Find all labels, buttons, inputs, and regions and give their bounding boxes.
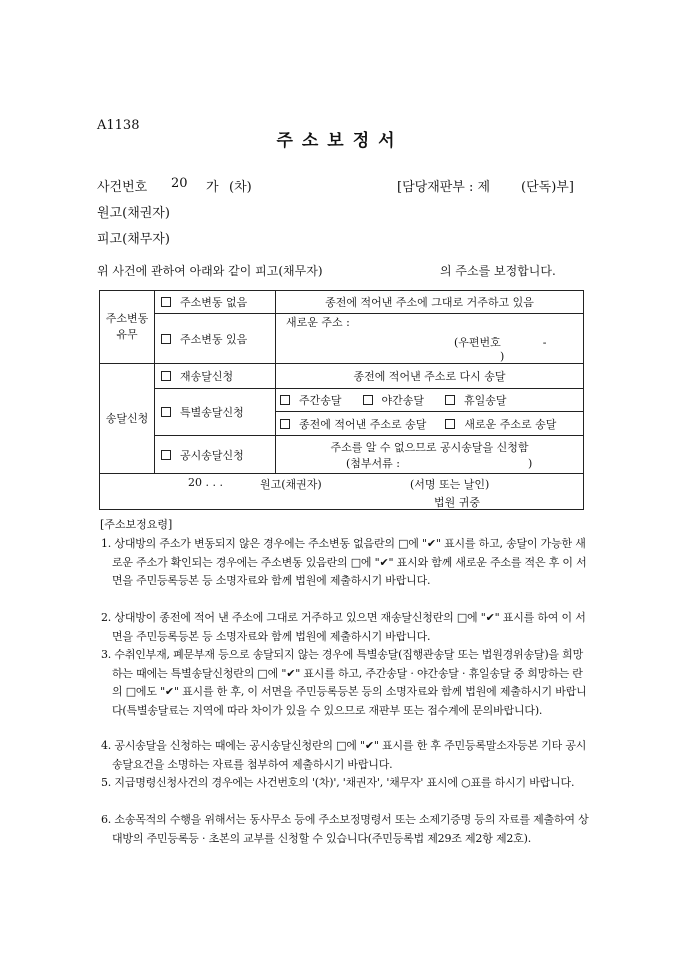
special-address-options[interactable]: 종전에 적어낸 주소로 송달 새로운 주소로 송달: [276, 412, 584, 436]
note-item: 6. 소송목적의 수행을 위해서는 동사무소 등에 주소보정명령서 또는 소제기증명 등의 자료를 제출하여 상대방의 주민등록등 · 초본의 교부를 신청할 수 있습니다(주민등록법 제29조 제2항 제2호).: [101, 813, 589, 845]
checkbox[interactable]: [280, 395, 290, 405]
special-delivery-option[interactable]: 특별송달신청: [155, 389, 276, 436]
no-change-description: 종전에 적어낸 주소에 그대로 거주하고 있음: [276, 291, 584, 314]
resend-option[interactable]: 재송달신청: [155, 364, 276, 389]
notes-title: [주소보정요령]: [100, 518, 173, 531]
new-address-label: 새로운 주소 :: [286, 316, 350, 329]
plaintiff-label: 원고(채권자): [97, 206, 170, 221]
note-item: 4. 공시송달을 신청하는 때에는 공시송달신청란의 □에 "✔" 표시를 한 후 주민등록말소자등본 기타 공시송달요건을 소명하는 자료를 첨부하여 제출하시기 바랍니다.: [101, 739, 587, 771]
sign-note: (서명 또는 날인): [410, 477, 490, 491]
checkbox[interactable]: [363, 395, 373, 405]
note-item: 5. 지급명령신청사건의 경우에는 사건번호의 '(차)', '채권자', '채무자' 표시에 ○표를 하시기 바랍니다.: [101, 776, 575, 789]
checkbox[interactable]: [161, 371, 171, 381]
checkbox[interactable]: [161, 297, 171, 307]
public-notice-option[interactable]: 공시송달신청: [155, 436, 276, 474]
case-number-label: 사건번호: [97, 180, 148, 195]
address-correction-table: [99, 290, 584, 510]
checkbox[interactable]: [161, 334, 171, 344]
change-option[interactable]: 주소변동 있음: [155, 314, 276, 364]
postal-code-field[interactable]: (우편번호 -): [454, 336, 547, 363]
note-item: 2. 상대방이 종전에 적어 낸 주소에 그대로 거주하고 있으면 재송달신청란의 □에 "✔" 표시를 하여 이 서면을 주민등록등본 등 소명자료와 함께 법원에 제출하시기 바랍니다.: [101, 611, 586, 643]
no-change-option[interactable]: 주소변동 없음: [155, 291, 276, 314]
new-address-cell[interactable]: [276, 314, 584, 364]
signature-row: [100, 474, 584, 510]
delivery-header: 송달신청: [100, 364, 155, 474]
page-title: 주소보정서: [276, 131, 404, 151]
defendant-label: 피고(채무자): [97, 232, 170, 247]
checkbox[interactable]: [161, 450, 171, 460]
public-notice-description[interactable]: 주소를 알 수 없으므로 공시송달을 신청함 (첨부서류 : ): [276, 436, 584, 474]
form-code: A1138: [97, 118, 140, 133]
statement-text: 위 사건에 관하여 아래와 같이 피고(채무자): [97, 264, 323, 278]
court-department: [담당재판부 : 제: [397, 180, 491, 195]
case-type: 가: [206, 180, 219, 195]
case-type-cha: (차): [229, 180, 252, 195]
note-item: 3. 수취인부재, 폐문부재 등으로 송달되지 않는 경우에 특별송달(집행관송달 또는 법원경위송달)을 희망하는 때에는 특별송달신청란의 □에 "✔" 표시를 하고, 주간송달 · 야간송달 · 휴일송달 중 희망하는 란의 □에도 "✔" 표시를 한 후, 이 서면을 주민등록등본 등의 소명자료와 함께 법원에 제출하시기 바랍니다(특별송달료는 지역에 따라 차이가 있을 수 있으므로 재판부 또는 접수계에 문의바랍니다).: [101, 648, 587, 717]
checkbox[interactable]: [280, 419, 290, 429]
sign-date[interactable]: 20 . . .: [188, 475, 223, 489]
address-change-header: 주소변동 유무: [100, 291, 155, 364]
note-item: 1. 상대방의 주소가 변동되지 않은 경우에는 주소변동 없음란의 □에 "✔" 표시를 하고, 송달이 가능한 새로운 주소가 확인되는 경우에는 주소변동 있음란의 □에 "✔" 표시와 함께 새로운 주소를 적은 후 이 서면을 주민등록등본 등 소명자료와 함께 법원에 제출하시기 바랍니다.: [101, 537, 587, 587]
special-time-options[interactable]: 주간송달 야간송달 휴일송달: [276, 389, 584, 412]
sign-party: 원고(채권자): [260, 477, 322, 491]
resend-description: 종전에 적어낸 주소로 다시 송달: [276, 364, 584, 389]
statement-text-end: 의 주소를 보정합니다.: [440, 264, 556, 278]
court-recipient: 법원 귀중: [434, 495, 481, 509]
checkbox[interactable]: [445, 395, 455, 405]
case-year: 20: [171, 176, 188, 191]
checkbox[interactable]: [161, 407, 171, 417]
checkbox[interactable]: [445, 419, 455, 429]
court-department-suffix: (단독)부]: [521, 180, 574, 195]
